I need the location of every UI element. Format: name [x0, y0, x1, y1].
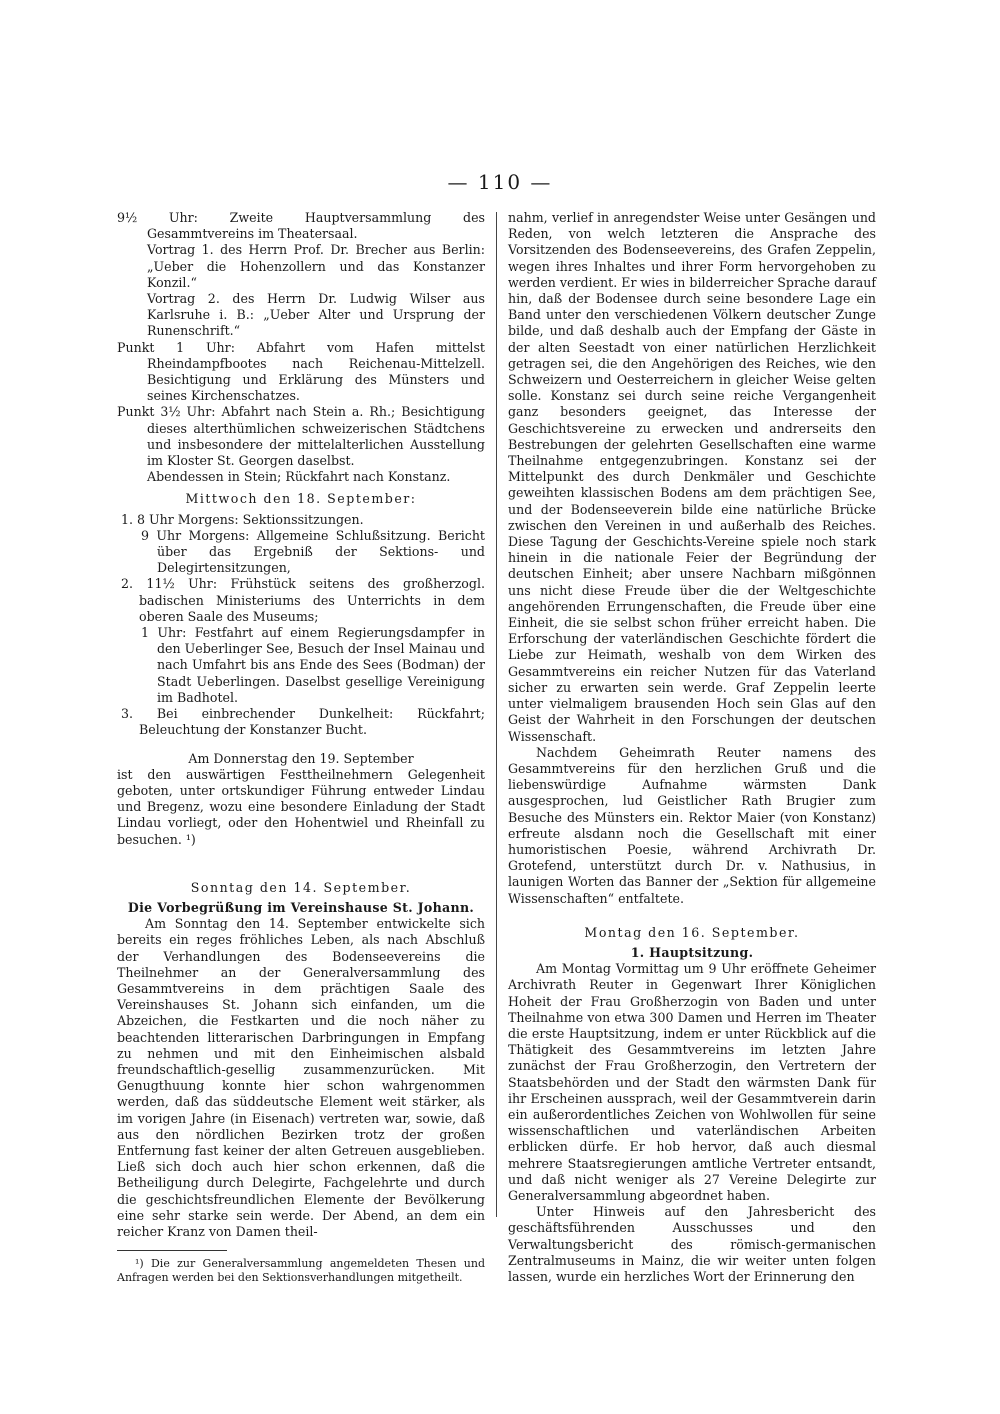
left-column: [117, 210, 485, 1285]
column-divider: [496, 212, 497, 1217]
footnote: ¹) Die zur Generalversammlung angemeldeten Thesen und Anfragen werden bei den Sektionsverhandlungen mitgetheilt.: [117, 1257, 485, 1285]
paragraph-reuter-thanks: Nachdem Geheimrath Reuter namens des Gesammtvereins für den herzlichen Gruß und die liebenswürdige Aufnahme wärmsten Dank ausgesprochen, lud Geistlicher Rath Brugier zum Besuche des Münsters ein. Rektor Maier (von Konstanz) erfreute alsdann noch die Gesellschaft mit einer humoristischen Poesie, während Archivrath Dr. Grotefend, unterstützt durch Dr. v. Nathusius, in launigen Worten das Banner der „Sektion für allgemeine Wissenschaften“ entfaltete.: [508, 744, 876, 906]
paragraph-continuation: nahm, verlief in anregendster Weise unter Gesängen und Reden, von welch letzteren die Ansprache des Vorsitzenden des Bodenseevereins, des Grafen Zeppelin, wegen ihres Inhaltes und ihrer Form hervorgehoben zu werden verdient. Er wies in bilderreicher Sprache darauf hin, daß der Bodensee durch seine besondere Lage ein Band unter den verschiedenen Völkern deutscher Zunge bilde, und daß deshalb auch der Empfang der Gäste in der alten Seestadt von einer natürlichen Herzlichkeit getragen sei, die den Angehörigen des Reiches, wie den Schweizern und Oesterreichern in gleicher Weise gelten solle. Konstanz sei durch seine reiche Vergangenheit ganz besonders geeignet, das Interesse der Geschichtsvereine zu erwecken und andrerseits den Bestrebungen der gelehrten Gesellschaften eine warme Theilnahme entgegenzubringen. Konstanz sei der Mittelpunkt des durch Denkmäler und Geschichte geweihten klassischen Bodens am dem prächtigen See, und der Bodenseeverein bilde eine natürliche Brücke zwischen den Vereinen in und außerhalb des Reiches. Diese Tagung der Geschichts-Vereine spiele noch stark hinein in die nationale Feier der Begründung der deutschen Einheit; aber unsere Nachbarn mißgönnen uns nicht diese Freude über die der Weltgeschichte angehörenden Errungenschaften, die Freude über eine Einheit, die sie selbst schon früher erreicht haben. Die Erforschung der vaterländischen Geschichte fördert die Liebe zur Heimath, weshalb von dem Wirken des Gesammtvereins ein reicher Nutzen für das Vaterland sicher zu erwarten sein werde. Graf Zeppelin leerte unter vielmaligem brausenden Hoch sein Glas auf den Geist der Wahrheit in den Forschungen der deutschen Wissenschaft.: [508, 210, 876, 744]
wednesday-item: 1. 8 Uhr Morgens: Sektionssitzungen.: [121, 511, 364, 527]
paragraph-annual-report: Unter Hinweis auf den Jahresbericht des geschäftsführenden Ausschusses und den Verwaltungsbericht des römisch-germanischen Zentralmuseums in Mainz, die wir weiter unten folgen lassen, wurde ein herzliches Wort der Erinnerung den: [508, 1204, 876, 1284]
wednesday-item: 1 Uhr: Festfahrt auf einem Regierungsdampfer in den Ueberlinger See, Besuch der Insel Mainau und nach Umfahrt bis ans Ende des Sees (Bodman) der Stadt Ueberlingen. Daselbst gesellige Vereinigung im Badhotel.: [141, 625, 485, 705]
wednesday-heading: Mittwoch den 18. September:: [185, 491, 417, 507]
session-item: Vortrag 1. des Herrn Prof. Dr. Brecher aus Berlin: „Ueber die Hohenzollern und das Konstanzer Konzil.“: [147, 242, 485, 290]
wednesday-item: 9 Uhr Morgens: Allgemeine Schlußsitzung. Bericht über das Ergebniß der Sektions- und Delegirtensitzungen,: [141, 527, 485, 576]
monday-heading: Montag den 16. September.: [584, 924, 800, 940]
session-item: Punkt 3½ Uhr: Abfahrt nach Stein a. Rh.; Besichtigung dieses alterthümlichen schweizerischen Städtchens und insbesondere der mittelalterlichen Ausstellung im Kloster St. Georgen daselbst.: [117, 404, 485, 469]
paragraph-first-session: Am Montag Vormittag um 9 Uhr eröffnete Geheimer Archivrath Reuter in Gegenwart Ihrer Königlichen Hoheit der Frau Großherzogin von Baden und unter Theilnahme von etwa 300 Damen und Herren im Theater die erste Hauptsitzung, indem er unter Rückblick auf die Thätigkeit des Gesammtvereins im letzten Jahre zunächst der Frau Großherzogin, den Vertretern der Staatsbehörden und der Stadt den wärmsten Dank für ihr Erscheinen aussprach, weil der Gesammtverein darin ein außerordentliches Zeichen von Wohlwollen für seine wissenschaftlichen und vaterländischen Arbeiten erblicken dürfe. Er hob hervor, daß auch diesmal mehrere Staatsregierungen amtliche Vertreter entsandt, und daß nicht weniger als 27 Vereine Delegirte zur Generalversammlung abgeordnet haben.: [508, 961, 876, 1203]
sunday-section-title: Die Vorbegrüßung im Vereinshause St. Johann.: [127, 899, 475, 915]
wednesday-item: 2. 11½ Uhr: Frühstück seitens des großherzogl. badischen Ministeriums des Unterrichts in dem oberen Saale des Museums;: [121, 576, 485, 624]
thursday-paragraph: ist den auswärtigen Festtheilnehmern Gelegenheit geboten, unter ortskundiger Führung entweder Lindau und Bregenz, wozu eine besondere Einladung der Stadt Lindau vorliegt, oder den Hohentwiel und Rheinfall zu besuchen. ¹): [117, 766, 485, 847]
footnote-rule: [117, 1250, 227, 1251]
session-item: Punkt 1 Uhr: Abfahrt vom Hafen mittelst Rheindampfbootes nach Reichenau-Mittelzell. Besichtigung und Erklärung des Münsters und seines Kirchenschatzes.: [117, 339, 485, 404]
wednesday-schedule: [117, 512, 485, 739]
thursday-lead: Am Donnerstag den 19. September: [188, 750, 414, 766]
session-item: Vortrag 2. des Herrn Dr. Ludwig Wilser aus Karlsruhe i. B.: „Ueber Alter und Ursprung der Runenschrift.“: [147, 291, 485, 339]
session-schedule: [117, 210, 485, 485]
session-item: Abendessen in Stein; Rückfahrt nach Konstanz.: [147, 469, 451, 485]
monday-section-title: 1. Hauptsitzung.: [630, 944, 754, 960]
sunday-paragraph: Am Sonntag den 14. September entwickelte sich bereits ein reges fröhliches Leben, als nach Abschluß der Verhandlungen des Bodenseevereins die Theilnehmer an der Generalversammlung des Gesammtvereins in dem prächtigen Saale des Vereinshauses St. Johann sich einfanden, um die Abzeichen, die Festkarten und die noch näher zu beachtenden litterarischen Darbringungen in Empfang zu nehmen und mit den Einheimischen alsbald freundschaftlich-gesellig zusammenzurücken. Mit Genugthuung konnte hier schon wahrgenommen werden, daß das süddeutsche Element weit stärker, als im vorigen Jahre (in Eisenach) vertreten war, sowie, daß aus den nördlichen Bezirken trotz der großen Entfernung fast keiner der alten Getreuen ausgeblieben. Ließ sich doch auch hier schon erkennen, daß die Betheiligung durch Delegirte, Fachgelehrte und durch die geschichtsfreundlichen Elemente der Bevölkerung eine sehr starke sein werde. Der Abend, an dem ein reicher Kranz von Damen theil-: [117, 916, 485, 1239]
right-column: [508, 210, 876, 1285]
session-item: 9½ Uhr: Zweite Hauptversammlung des Gesammtvereins im Theatersaal.: [117, 210, 485, 242]
page-number: — 110 —: [447, 170, 553, 194]
wednesday-item: 3. Bei einbrechender Dunkelheit: Rückfahrt; Beleuchtung der Konstanzer Bucht.: [121, 706, 485, 738]
sunday-heading: Sonntag den 14. September.: [190, 879, 412, 895]
